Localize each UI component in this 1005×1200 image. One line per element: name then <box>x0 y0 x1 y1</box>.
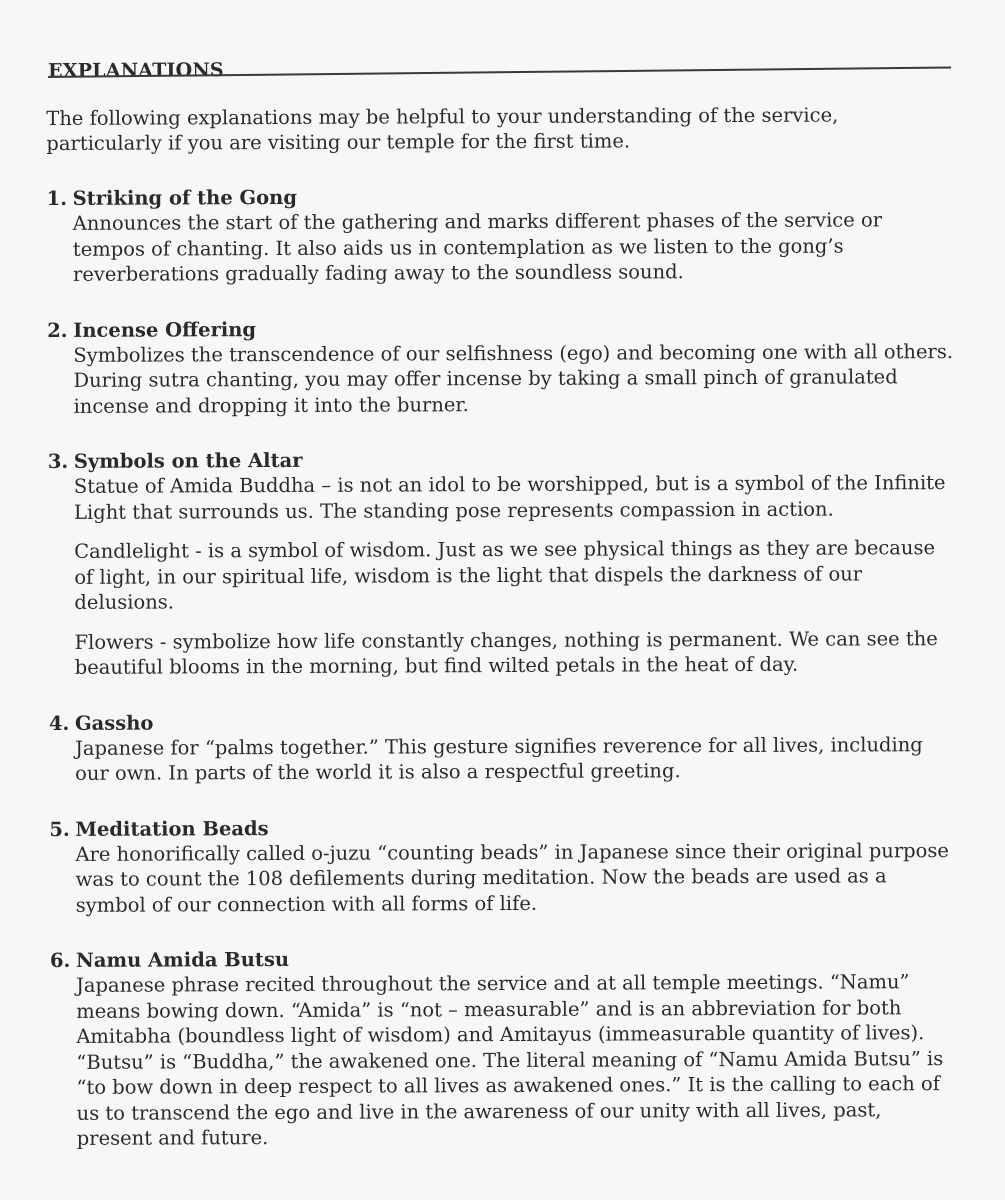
item-paragraph: Candlelight - is a symbol of wisdom. Just as we see physical things as they are because of light, in our spiritual life, wisdom is the light that dispels the darkness of our delusions. <box>74 536 936 614</box>
heading-row <box>46 48 955 82</box>
page-title: EXPLANATIONS <box>48 59 224 82</box>
list-item <box>49 707 958 787</box>
list-item <box>49 813 958 918</box>
item-body <box>49 838 958 918</box>
explanations-list <box>47 182 960 1151</box>
item-paragraph: Are honorifically called o-juzu “counting beads” in Japanese since their original purpose was to count the 108 defilements during meditation. Now the beads are used as a symbol of our connection with all forms of life. <box>75 838 949 917</box>
item-title: Namu Amida Butsu <box>75 947 290 972</box>
item-title: Symbols on the Altar <box>73 448 303 473</box>
item-paragraph: Flowers - symbolize how life constantly changes, nothing is permanent. We can see the beautiful blooms in the morning, but find wilted petals in the heat of day. <box>74 626 938 679</box>
item-paragraph: Symbolizes the transcendence of our selfishness (ego) and becoming one with all others. During sutra chanting, you may offer incense by taking a small pinch of granulated incense and dropping it into the burner. <box>73 339 954 418</box>
item-number: 4. <box>48 711 70 735</box>
list-item <box>47 182 956 287</box>
item-title: Meditation Beads <box>75 816 269 841</box>
item-title: Striking of the Gong <box>72 185 298 210</box>
list-item <box>47 314 956 419</box>
item-paragraph: Japanese for “palms together.” This gesture signifies reverence for all lives, including our own. In parts of the world it is also a respectful greeting. <box>74 732 923 785</box>
item-body <box>47 339 956 419</box>
page-content <box>46 48 960 1151</box>
item-body <box>48 470 958 680</box>
item-paragraph: Statue of Amida Buddha – is not an idol to be worshipped, but is a symbol of the Infinite Light that surrounds us. The standing pose represents compassion in action. <box>73 471 946 524</box>
item-number: 3. <box>47 449 69 473</box>
item-body <box>50 969 960 1151</box>
intro-paragraph: The following explanations may be helpful to your understanding of the service, particularly if you are visiting our temple for the first time. <box>46 103 839 155</box>
item-title: Gassho <box>74 711 154 735</box>
item-number: 5. <box>49 817 70 841</box>
item-title: Incense Offering <box>73 317 257 342</box>
item-body <box>49 732 958 787</box>
item-number: 1. <box>46 186 68 210</box>
list-item <box>48 445 958 680</box>
item-number: 2. <box>47 318 68 342</box>
list-item <box>50 944 960 1151</box>
item-number: 6. <box>49 948 71 972</box>
item-body <box>47 207 956 287</box>
item-paragraph: Japanese phrase recited throughout the service and at all temple meetings. “Namu” means bowing down. “Amida” is “not – measurable” and is an abbreviation for both Amitabha (boundless light of wisdom) and Amitayus (immeasurable quantity of lives). “Butsu” is “Buddha,” the awakened one. The literal meaning of “Namu Amida Butsu” is “to bow down in deep respect to all lives as awakened ones.” It is the calling to each of us to transcend the ego and live in the awareness of our unity with all lives, past, present and future. <box>76 970 944 1150</box>
item-paragraph: Announces the start of the gathering and marks different phases of the service or tempos of chanting. It also aids us in contemplation as we listen to the gong’s reverberations gradually fading away to the soundless sound. <box>72 208 883 286</box>
